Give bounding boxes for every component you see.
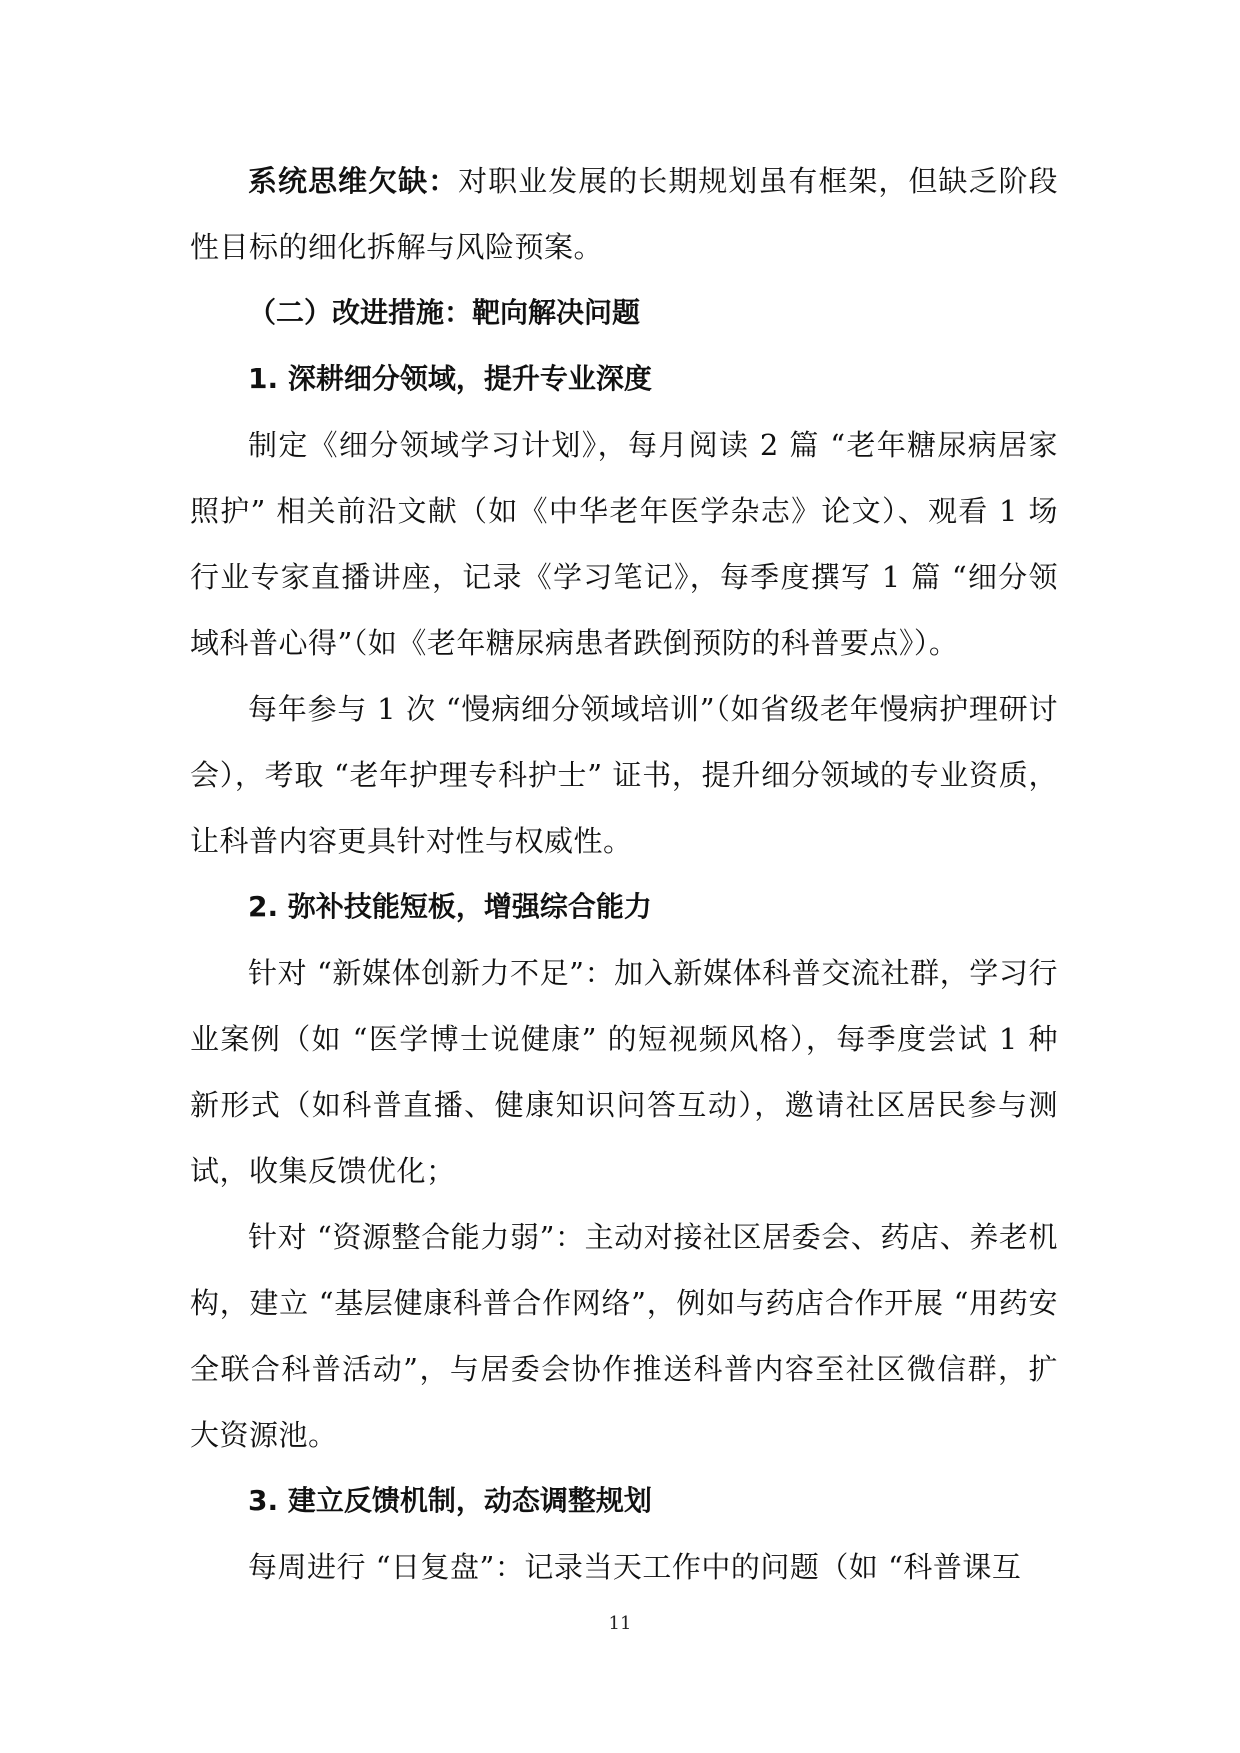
subheading-3: 3. 建立反馈机制，动态调整规划: [248, 1484, 652, 1517]
paragraph-1-2: 每年参与 1 次 “慢病细分领域培训”（如省级老年慢病护理研讨会），考取 “老年护理专科护士” 证书，提升细分领域的专业资质，让科普内容更具针对性与权威性。: [190, 692, 1058, 858]
paragraph-2-1: 针对 “新媒体创新力不足”：加入新媒体科普交流社群，学习行业案例（如 “医学博士说健康” 的短视频风格），每季度尝试 1 种新形式（如科普直播、健康知识问答互动），邀请社区居民参与测试，收集反馈优化；: [190, 956, 1058, 1188]
paragraph-3-1: 每周进行 “日复盘”：记录当天工作中的问题（如 “科普课互: [248, 1550, 1022, 1584]
paragraph-1-1: 制定《细分领域学习计划》，每月阅读 2 篇 “老年糖尿病居家照护” 相关前沿文献（如《中华老年医学杂志》论文）、观看 1 场行业专家直播讲座，记录《学习笔记》，每季度撰写 1 篇 “细分领域科普心得”（如《老年糖尿病患者跌倒预防的科普要点》）。: [190, 428, 1058, 660]
document-page: [190, 148, 1058, 1600]
subheading-2: 2. 弥补技能短板，增强综合能力: [248, 890, 652, 923]
section-heading-improvement: （二）改进措施：靶向解决问题: [248, 296, 641, 329]
subheading-1: 1. 深耕细分领域，提升专业深度: [248, 362, 652, 395]
paragraph-text: 对职业发展的长期规划虽有框架，但缺乏阶段性目标的细化拆解与风险预案。: [190, 164, 1058, 264]
bold-lead-system-thinking: 系统思维欠缺：: [248, 164, 459, 198]
page-number: 11: [608, 1613, 632, 1634]
paragraph-2-2: 针对 “资源整合能力弱”：主动对接社区居委会、药店、养老机构，建立 “基层健康科普合作网络”，例如与药店合作开展 “用药安全联合科普活动”，与居委会协作推送科普内容至社区微信群，扩大资源池。: [190, 1220, 1058, 1452]
paragraph-system-thinking: [190, 148, 1058, 280]
